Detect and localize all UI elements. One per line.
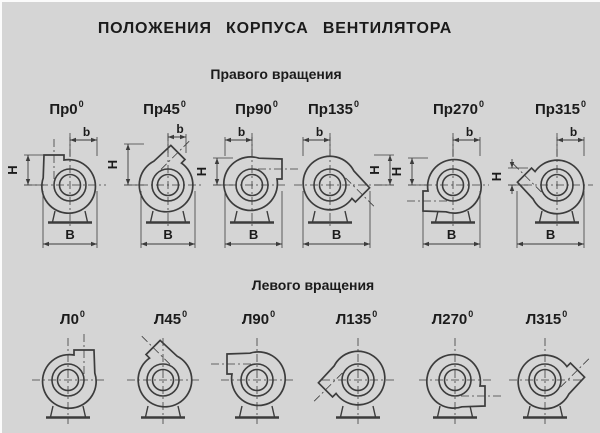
fan-label-l45: $Л45^0$ xyxy=(153,309,188,328)
svg-text:b: b xyxy=(465,125,474,139)
fan-label-l90: $Л90^0$ xyxy=(241,309,276,328)
svg-text:Н: Н xyxy=(367,165,382,175)
svg-text:В: В xyxy=(545,227,556,242)
svg-text:Н: Н xyxy=(105,159,120,170)
fan-diagram-pr315 xyxy=(489,125,595,248)
section-left-rotation-subtitle: Левого вращения xyxy=(251,277,375,293)
fan-label-pr315: $Пр315^0$ xyxy=(535,99,586,118)
fan-diagram-l45 xyxy=(112,328,202,424)
svg-text:b: b xyxy=(176,122,184,136)
fan-label-pr45: $Пр45^0$ xyxy=(143,99,186,118)
svg-text:Н: Н xyxy=(389,166,404,177)
section-right-rotation-subtitle: Правого вращения xyxy=(210,66,342,82)
svg-text:b: b xyxy=(315,125,324,139)
page-title: ПОЛОЖЕНИЯ КОРПУСА ВЕНТИЛЯТОРА xyxy=(97,20,453,37)
fan-diagram-l315 xyxy=(507,329,597,424)
fan-diagram-pr270 xyxy=(389,125,489,248)
fan-diagram-l270 xyxy=(419,338,501,424)
fan-label-l315: $Л315^0$ xyxy=(525,309,568,328)
svg-text:Н: Н xyxy=(489,171,504,182)
svg-text:Н: Н xyxy=(194,166,209,177)
fan-diagram-pr135 xyxy=(292,125,394,248)
svg-text:В: В xyxy=(163,227,173,242)
fan-label-pr270: $Пр270^0$ xyxy=(433,99,484,118)
svg-text:b: b xyxy=(82,125,91,139)
fan-diagram-pr0 xyxy=(5,125,106,248)
fan-diagram-l90 xyxy=(211,338,293,424)
svg-text:В: В xyxy=(446,227,457,242)
fan-label-l270: $Л270^0$ xyxy=(431,309,474,328)
fan-label-pr135: $Пр135^0$ xyxy=(308,99,359,118)
fan-diagram-l0 xyxy=(32,334,104,424)
fan-diagram-pr90 xyxy=(194,125,298,248)
svg-text:В: В xyxy=(65,227,75,242)
svg-text:b: b xyxy=(569,125,578,139)
fan-label-l0: $Л0^0$ xyxy=(60,309,85,328)
fan-label-pr0: $Пр0^0$ xyxy=(49,99,84,118)
svg-text:В: В xyxy=(248,227,259,242)
fan-diagram-pr45 xyxy=(105,122,219,248)
svg-text:В: В xyxy=(331,227,342,242)
svg-text:b: b xyxy=(237,125,246,139)
fan-label-l135: $Л135^0$ xyxy=(335,309,378,328)
svg-text:Н: Н xyxy=(5,165,20,175)
fan-diagram-l135 xyxy=(306,338,396,431)
fan-label-pr90: $Пр90^0$ xyxy=(235,99,278,118)
